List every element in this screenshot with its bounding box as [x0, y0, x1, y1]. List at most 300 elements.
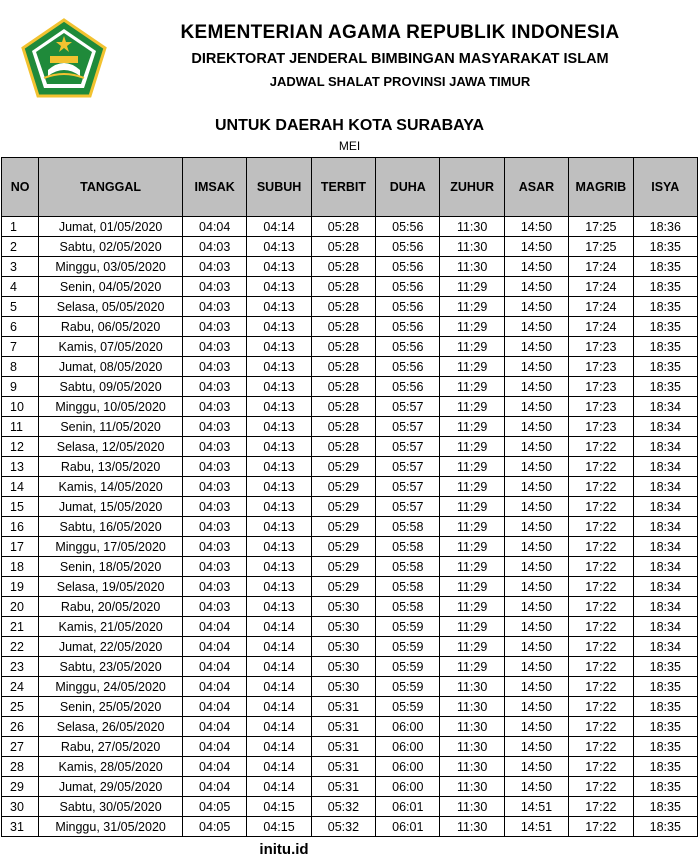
table-row [2, 257, 698, 277]
table-row [2, 237, 698, 257]
zuhur-cell: 11:29 [440, 437, 504, 457]
table-row [2, 637, 698, 657]
terbit-cell: 05:29 [311, 497, 375, 517]
magrib-cell: 17:22 [569, 737, 633, 757]
date-cell: Rabu, 13/05/2020 [39, 457, 183, 477]
magrib-cell: 17:22 [569, 517, 633, 537]
zuhur-cell: 11:30 [440, 737, 504, 757]
magrib-cell: 17:22 [569, 617, 633, 637]
imsak-cell: 04:03 [183, 377, 247, 397]
duha-cell: 05:59 [376, 637, 440, 657]
imsak-cell: 04:03 [183, 517, 247, 537]
asar-cell: 14:50 [504, 257, 568, 277]
table-row [2, 557, 698, 577]
table-row [2, 737, 698, 757]
isya-cell: 18:34 [633, 597, 697, 617]
table-row [2, 617, 698, 637]
imsak-cell: 04:04 [183, 737, 247, 757]
duha-cell: 05:56 [376, 337, 440, 357]
isya-cell: 18:34 [633, 457, 697, 477]
zuhur-cell: 11:30 [440, 777, 504, 797]
table-row [2, 477, 698, 497]
zuhur-cell: 11:29 [440, 657, 504, 677]
date-cell: Minggu, 24/05/2020 [39, 677, 183, 697]
imsak-cell: 04:03 [183, 317, 247, 337]
table-row [2, 577, 698, 597]
duha-cell: 05:58 [376, 537, 440, 557]
date-cell: Jumat, 01/05/2020 [39, 217, 183, 237]
zuhur-cell: 11:29 [440, 477, 504, 497]
zuhur-cell: 11:29 [440, 417, 504, 437]
terbit-cell: 05:31 [311, 757, 375, 777]
terbit-cell: 05:28 [311, 217, 375, 237]
terbit-cell: 05:28 [311, 377, 375, 397]
terbit-cell: 05:28 [311, 437, 375, 457]
zuhur-cell: 11:29 [440, 597, 504, 617]
magrib-cell: 17:22 [569, 797, 633, 817]
row-number: 28 [2, 757, 39, 777]
date-cell: Minggu, 10/05/2020 [39, 397, 183, 417]
date-cell: Selasa, 19/05/2020 [39, 577, 183, 597]
terbit-cell: 05:28 [311, 397, 375, 417]
date-cell: Rabu, 27/05/2020 [39, 737, 183, 757]
table-body [2, 217, 698, 837]
table-row [2, 677, 698, 697]
terbit-cell: 05:29 [311, 557, 375, 577]
row-number: 14 [2, 477, 39, 497]
subuh-cell: 04:14 [247, 217, 311, 237]
terbit-cell: 05:30 [311, 617, 375, 637]
asar-cell: 14:50 [504, 737, 568, 757]
imsak-cell: 04:04 [183, 757, 247, 777]
asar-cell: 14:50 [504, 317, 568, 337]
row-number: 20 [2, 597, 39, 617]
terbit-cell: 05:28 [311, 277, 375, 297]
zuhur-cell: 11:29 [440, 617, 504, 637]
terbit-cell: 05:28 [311, 317, 375, 337]
zuhur-cell: 11:29 [440, 557, 504, 577]
magrib-cell: 17:22 [569, 637, 633, 657]
imsak-cell: 04:03 [183, 437, 247, 457]
month-label: MEI [338, 139, 361, 153]
date-cell: Sabtu, 09/05/2020 [39, 377, 183, 397]
asar-cell: 14:50 [504, 337, 568, 357]
table-row [2, 437, 698, 457]
isya-cell: 18:34 [633, 557, 697, 577]
zuhur-cell: 11:30 [440, 257, 504, 277]
magrib-cell: 17:22 [569, 437, 633, 457]
duha-cell: 06:00 [376, 757, 440, 777]
asar-cell: 14:50 [504, 717, 568, 737]
imsak-cell: 04:04 [183, 217, 247, 237]
asar-cell: 14:50 [504, 557, 568, 577]
asar-cell: 14:50 [504, 577, 568, 597]
magrib-cell: 17:22 [569, 577, 633, 597]
subuh-cell: 04:13 [247, 577, 311, 597]
table-row [2, 417, 698, 437]
asar-cell: 14:50 [504, 597, 568, 617]
date-cell: Rabu, 20/05/2020 [39, 597, 183, 617]
zuhur-cell: 11:30 [440, 717, 504, 737]
isya-cell: 18:35 [633, 697, 697, 717]
zuhur-cell: 11:29 [440, 317, 504, 337]
table-row [2, 537, 698, 557]
subuh-cell: 04:15 [247, 797, 311, 817]
schedule-title: JADWAL SHALAT PROVINSI JAWA TIMUR [269, 74, 531, 89]
row-number: 10 [2, 397, 39, 417]
zuhur-cell: 11:30 [440, 757, 504, 777]
imsak-cell: 04:04 [183, 697, 247, 717]
isya-cell: 18:35 [633, 297, 697, 317]
table-row [2, 277, 698, 297]
date-cell: Kamis, 14/05/2020 [39, 477, 183, 497]
imsak-cell: 04:04 [183, 677, 247, 697]
isya-cell: 18:34 [633, 517, 697, 537]
column-header: SUBUH [247, 158, 311, 217]
magrib-cell: 17:25 [569, 217, 633, 237]
terbit-cell: 05:32 [311, 797, 375, 817]
isya-cell: 18:34 [633, 577, 697, 597]
isya-cell: 18:34 [633, 617, 697, 637]
magrib-cell: 17:24 [569, 257, 633, 277]
row-number: 29 [2, 777, 39, 797]
date-cell: Senin, 11/05/2020 [39, 417, 183, 437]
isya-cell: 18:35 [633, 317, 697, 337]
magrib-cell: 17:22 [569, 717, 633, 737]
duha-cell: 05:56 [376, 317, 440, 337]
date-cell: Kamis, 28/05/2020 [39, 757, 183, 777]
subuh-cell: 04:14 [247, 617, 311, 637]
asar-cell: 14:50 [504, 777, 568, 797]
asar-cell: 14:50 [504, 697, 568, 717]
row-number: 16 [2, 517, 39, 537]
subuh-cell: 04:13 [247, 537, 311, 557]
row-number: 5 [2, 297, 39, 317]
isya-cell: 18:34 [633, 437, 697, 457]
duha-cell: 05:59 [376, 657, 440, 677]
magrib-cell: 17:24 [569, 317, 633, 337]
imsak-cell: 04:03 [183, 257, 247, 277]
kemenag-logo [20, 18, 108, 100]
row-number: 8 [2, 357, 39, 377]
table-row [2, 297, 698, 317]
magrib-cell: 17:23 [569, 377, 633, 397]
duha-cell: 06:01 [376, 797, 440, 817]
column-header: DUHA [376, 158, 440, 217]
asar-cell: 14:50 [504, 277, 568, 297]
ministry-title: KEMENTERIAN AGAMA REPUBLIK INDONESIA [180, 22, 620, 43]
imsak-cell: 04:03 [183, 357, 247, 377]
subuh-cell: 04:13 [247, 397, 311, 417]
date-cell: Kamis, 07/05/2020 [39, 337, 183, 357]
subuh-cell: 04:13 [247, 277, 311, 297]
asar-cell: 14:50 [504, 357, 568, 377]
isya-cell: 18:35 [633, 657, 697, 677]
asar-cell: 14:50 [504, 437, 568, 457]
isya-cell: 18:35 [633, 257, 697, 277]
asar-cell: 14:50 [504, 417, 568, 437]
date-cell: Senin, 04/05/2020 [39, 277, 183, 297]
row-number: 4 [2, 277, 39, 297]
date-cell: Jumat, 15/05/2020 [39, 497, 183, 517]
isya-cell: 18:34 [633, 537, 697, 557]
isya-cell: 18:35 [633, 377, 697, 397]
zuhur-cell: 11:30 [440, 697, 504, 717]
zuhur-cell: 11:29 [440, 397, 504, 417]
row-number: 11 [2, 417, 39, 437]
duha-cell: 05:56 [376, 357, 440, 377]
subuh-cell: 04:14 [247, 697, 311, 717]
duha-cell: 05:56 [376, 237, 440, 257]
duha-cell: 05:57 [376, 497, 440, 517]
asar-cell: 14:50 [504, 377, 568, 397]
row-number: 21 [2, 617, 39, 637]
subuh-cell: 04:13 [247, 477, 311, 497]
isya-cell: 18:35 [633, 757, 697, 777]
column-header: ASAR [504, 158, 568, 217]
asar-cell: 14:50 [504, 217, 568, 237]
imsak-cell: 04:03 [183, 557, 247, 577]
subuh-cell: 04:13 [247, 437, 311, 457]
watermark: initu.id [259, 841, 309, 858]
isya-cell: 18:35 [633, 717, 697, 737]
zuhur-cell: 11:29 [440, 297, 504, 317]
zuhur-cell: 11:29 [440, 637, 504, 657]
imsak-cell: 04:03 [183, 477, 247, 497]
subuh-cell: 04:14 [247, 717, 311, 737]
subuh-cell: 04:13 [247, 557, 311, 577]
table-row [2, 337, 698, 357]
row-number: 9 [2, 377, 39, 397]
subuh-cell: 04:15 [247, 817, 311, 837]
duha-cell: 05:56 [376, 297, 440, 317]
duha-cell: 05:56 [376, 217, 440, 237]
duha-cell: 05:58 [376, 597, 440, 617]
terbit-cell: 05:31 [311, 737, 375, 757]
row-number: 1 [2, 217, 39, 237]
magrib-cell: 17:24 [569, 277, 633, 297]
date-cell: Minggu, 03/05/2020 [39, 257, 183, 277]
row-number: 19 [2, 577, 39, 597]
terbit-cell: 05:28 [311, 257, 375, 277]
date-cell: Jumat, 22/05/2020 [39, 637, 183, 657]
terbit-cell: 05:31 [311, 717, 375, 737]
row-number: 6 [2, 317, 39, 337]
magrib-cell: 17:22 [569, 597, 633, 617]
zuhur-cell: 11:29 [440, 537, 504, 557]
column-header: ZUHUR [440, 158, 504, 217]
column-header: TERBIT [311, 158, 375, 217]
magrib-cell: 17:22 [569, 677, 633, 697]
table-row [2, 457, 698, 477]
table-row [2, 357, 698, 377]
subuh-cell: 04:13 [247, 597, 311, 617]
column-header: ISYA [633, 158, 697, 217]
table-row [2, 797, 698, 817]
isya-cell: 18:35 [633, 337, 697, 357]
terbit-cell: 05:29 [311, 577, 375, 597]
imsak-cell: 04:04 [183, 717, 247, 737]
terbit-cell: 05:29 [311, 477, 375, 497]
asar-cell: 14:50 [504, 477, 568, 497]
duha-cell: 05:57 [376, 457, 440, 477]
date-cell: Sabtu, 23/05/2020 [39, 657, 183, 677]
asar-cell: 14:51 [504, 817, 568, 837]
subuh-cell: 04:13 [247, 297, 311, 317]
prayer-schedule-table [1, 157, 698, 837]
table-row [2, 777, 698, 797]
terbit-cell: 05:29 [311, 457, 375, 477]
row-number: 17 [2, 537, 39, 557]
row-number: 31 [2, 817, 39, 837]
imsak-cell: 04:03 [183, 577, 247, 597]
isya-cell: 18:36 [633, 217, 697, 237]
isya-cell: 18:35 [633, 237, 697, 257]
row-number: 7 [2, 337, 39, 357]
imsak-cell: 04:03 [183, 497, 247, 517]
zuhur-cell: 11:29 [440, 277, 504, 297]
imsak-cell: 04:03 [183, 297, 247, 317]
column-header: NO [2, 158, 39, 217]
column-header: MAGRIB [569, 158, 633, 217]
imsak-cell: 04:05 [183, 817, 247, 837]
date-cell: Jumat, 29/05/2020 [39, 777, 183, 797]
magrib-cell: 17:22 [569, 757, 633, 777]
subuh-cell: 04:14 [247, 777, 311, 797]
isya-cell: 18:34 [633, 637, 697, 657]
isya-cell: 18:34 [633, 477, 697, 497]
subuh-cell: 04:13 [247, 377, 311, 397]
terbit-cell: 05:31 [311, 697, 375, 717]
table-row [2, 597, 698, 617]
row-number: 24 [2, 677, 39, 697]
row-number: 3 [2, 257, 39, 277]
terbit-cell: 05:32 [311, 817, 375, 837]
region-title: UNTUK DAERAH KOTA SURABAYA [214, 117, 485, 134]
asar-cell: 14:50 [504, 657, 568, 677]
imsak-cell: 04:04 [183, 777, 247, 797]
subuh-cell: 04:14 [247, 657, 311, 677]
table-row [2, 817, 698, 837]
magrib-cell: 17:22 [569, 497, 633, 517]
subuh-cell: 04:14 [247, 737, 311, 757]
magrib-cell: 17:22 [569, 557, 633, 577]
magrib-cell: 17:22 [569, 777, 633, 797]
asar-cell: 14:50 [504, 237, 568, 257]
table-row [2, 397, 698, 417]
terbit-cell: 05:29 [311, 537, 375, 557]
subuh-cell: 04:14 [247, 757, 311, 777]
isya-cell: 18:35 [633, 777, 697, 797]
isya-cell: 18:34 [633, 417, 697, 437]
duha-cell: 05:59 [376, 677, 440, 697]
terbit-cell: 05:28 [311, 297, 375, 317]
isya-cell: 18:35 [633, 817, 697, 837]
duha-cell: 05:56 [376, 377, 440, 397]
duha-cell: 06:00 [376, 777, 440, 797]
directorate-title: DIREKTORAT JENDERAL BIMBINGAN MASYARAKAT ISLAM [191, 51, 609, 67]
imsak-cell: 04:03 [183, 337, 247, 357]
row-number: 15 [2, 497, 39, 517]
terbit-cell: 05:30 [311, 597, 375, 617]
asar-cell: 14:50 [504, 517, 568, 537]
subuh-cell: 04:13 [247, 237, 311, 257]
isya-cell: 18:35 [633, 677, 697, 697]
terbit-cell: 05:28 [311, 337, 375, 357]
magrib-cell: 17:22 [569, 537, 633, 557]
terbit-cell: 05:30 [311, 657, 375, 677]
magrib-cell: 17:22 [569, 697, 633, 717]
magrib-cell: 17:22 [569, 657, 633, 677]
magrib-cell: 17:24 [569, 297, 633, 317]
row-number: 30 [2, 797, 39, 817]
zuhur-cell: 11:29 [440, 337, 504, 357]
asar-cell: 14:50 [504, 757, 568, 777]
subuh-cell: 04:13 [247, 417, 311, 437]
column-header: IMSAK [183, 158, 247, 217]
table-header-row [2, 158, 698, 217]
row-number: 13 [2, 457, 39, 477]
asar-cell: 14:50 [504, 457, 568, 477]
zuhur-cell: 11:29 [440, 357, 504, 377]
table-row [2, 717, 698, 737]
row-number: 22 [2, 637, 39, 657]
terbit-cell: 05:28 [311, 357, 375, 377]
table-row [2, 657, 698, 677]
zuhur-cell: 11:30 [440, 237, 504, 257]
duha-cell: 05:57 [376, 477, 440, 497]
magrib-cell: 17:23 [569, 417, 633, 437]
magrib-cell: 17:22 [569, 817, 633, 837]
table-row [2, 377, 698, 397]
imsak-cell: 04:05 [183, 797, 247, 817]
magrib-cell: 17:23 [569, 337, 633, 357]
row-number: 18 [2, 557, 39, 577]
duha-cell: 05:58 [376, 577, 440, 597]
date-cell: Minggu, 17/05/2020 [39, 537, 183, 557]
zuhur-cell: 11:30 [440, 217, 504, 237]
asar-cell: 14:50 [504, 617, 568, 637]
zuhur-cell: 11:29 [440, 377, 504, 397]
duha-cell: 05:56 [376, 277, 440, 297]
magrib-cell: 17:25 [569, 237, 633, 257]
duha-cell: 05:59 [376, 617, 440, 637]
duha-cell: 05:57 [376, 417, 440, 437]
duha-cell: 05:57 [376, 397, 440, 417]
imsak-cell: 04:03 [183, 457, 247, 477]
date-cell: Rabu, 06/05/2020 [39, 317, 183, 337]
imsak-cell: 04:04 [183, 657, 247, 677]
zuhur-cell: 11:30 [440, 677, 504, 697]
subuh-cell: 04:13 [247, 517, 311, 537]
zuhur-cell: 11:29 [440, 577, 504, 597]
duha-cell: 06:00 [376, 737, 440, 757]
asar-cell: 14:50 [504, 297, 568, 317]
date-cell: Senin, 18/05/2020 [39, 557, 183, 577]
terbit-cell: 05:29 [311, 517, 375, 537]
imsak-cell: 04:03 [183, 537, 247, 557]
asar-cell: 14:50 [504, 677, 568, 697]
zuhur-cell: 11:29 [440, 517, 504, 537]
magrib-cell: 17:23 [569, 397, 633, 417]
date-cell: Sabtu, 30/05/2020 [39, 797, 183, 817]
asar-cell: 14:50 [504, 537, 568, 557]
terbit-cell: 05:30 [311, 637, 375, 657]
table-row [2, 517, 698, 537]
table-row [2, 317, 698, 337]
isya-cell: 18:35 [633, 737, 697, 757]
row-number: 12 [2, 437, 39, 457]
